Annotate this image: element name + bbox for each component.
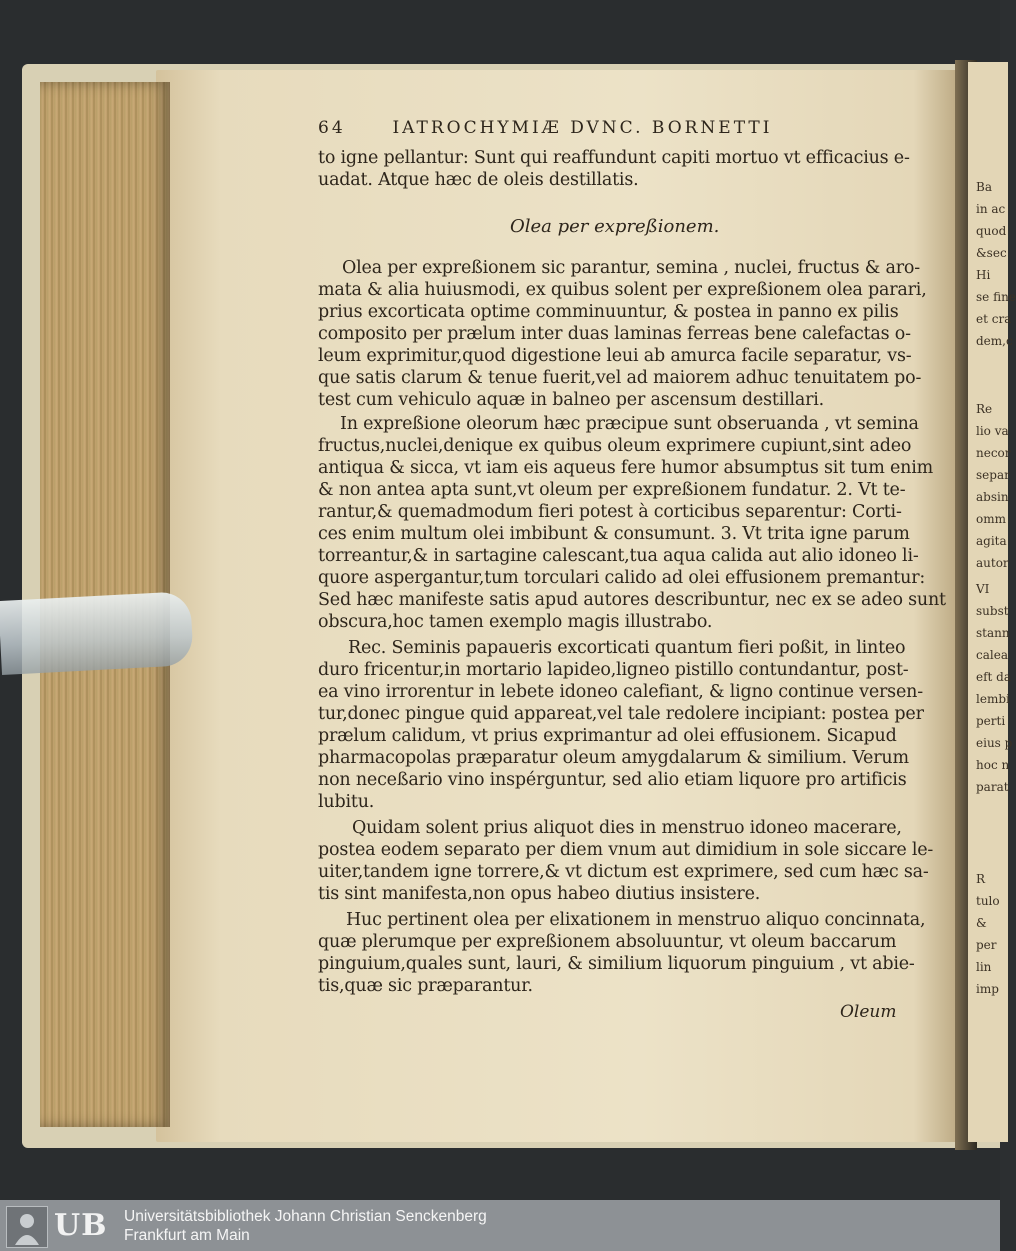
ub-logo bbox=[6, 1206, 116, 1246]
text-line: uiter,tandem igne torrere,& vt dictum est exprimere, sed cum hæc sa- bbox=[318, 862, 929, 882]
text-line: antiqua & sicca, vt iam eis aqueus fere humor absumptus sit tum enim bbox=[318, 458, 934, 478]
text-line: to igne pellantur: Sunt qui reaffundunt capiti mortuo vt efficacius e- bbox=[318, 148, 910, 168]
library-name-line2: Frankfurt am Main bbox=[124, 1227, 250, 1244]
text-line: & non antea apta sunt,vt oleum per expreßionem fundatur. 2. Vt te- bbox=[318, 480, 906, 500]
running-head bbox=[318, 118, 772, 138]
text-line: quore aspergantur,tum torculari calido ad olei effusionem premantur: bbox=[318, 568, 926, 588]
facing-page-fragment: agita bbox=[976, 534, 1007, 548]
text-line: tis,quæ sic præparantur. bbox=[318, 976, 533, 996]
facing-page-fragment: subst bbox=[976, 604, 1009, 618]
text-line: Sed hæc manifeste satis apud autores describuntur, nec ex se adeo sunt bbox=[318, 590, 946, 610]
facing-page-fragment: & bbox=[976, 916, 987, 930]
text-line: quæ plerumque per expreßionem absoluuntur, vt oleum baccarum bbox=[318, 932, 897, 952]
facing-page-fragment: lembi bbox=[976, 692, 1010, 706]
text-line: composito per prælum inter duas laminas ferreas bene calefactas o- bbox=[318, 324, 911, 344]
facing-page-fragment: imp bbox=[976, 982, 999, 996]
text-line: Rec. Seminis papaueris excorticati quantum fieri poßit, in linteo bbox=[348, 638, 906, 658]
text-line: postea eodem separato per diem vnum aut dimidium in sole siccare le- bbox=[318, 840, 934, 860]
facing-page-fragment: tulo bbox=[976, 894, 1000, 908]
facing-page-fragment: omm bbox=[976, 512, 1006, 526]
facing-page-fragment: necor bbox=[976, 446, 1011, 460]
text-line: ea vino irrorentur in lebete idoneo calefiant, & ligno continue versen- bbox=[318, 682, 923, 702]
text-line: uadat. Atque hæc de oleis destillatis. bbox=[318, 170, 639, 190]
ub-logo-letters: UB bbox=[54, 1208, 108, 1243]
facing-page-fragment: absin bbox=[976, 490, 1009, 504]
library-seal-icon bbox=[6, 1206, 48, 1248]
text-line: tis sint manifesta,non opus habeo diutius insistere. bbox=[318, 884, 761, 904]
text-line: duro fricentur,in mortario lapideo,ligneo pistillo contundantur, post- bbox=[318, 660, 909, 680]
text-line: non neceßario vino inspérguntur, sed alio etiam liquore pro artificis bbox=[318, 770, 907, 790]
facing-page-fragment: in ac bbox=[976, 202, 1006, 216]
text-line: mata & alia huiusmodi, ex quibus solent per expreßionem olea parari, bbox=[318, 280, 927, 300]
text-line: lubitu. bbox=[318, 792, 375, 812]
text-line: pinguium,quales sunt, lauri, & similium liquorum pinguium , vt abie- bbox=[318, 954, 915, 974]
library-footer bbox=[0, 1200, 1000, 1251]
facing-page-fragment: perti bbox=[976, 714, 1006, 728]
text-line: que satis clarum & tenue fuerit,vel ad maiorem adhuc tenuitatem po- bbox=[318, 368, 922, 388]
page-number: 64 bbox=[318, 118, 346, 138]
facing-page-fragment: &sec bbox=[976, 246, 1007, 260]
text-line: rantur,& quemadmodum fieri potest à corticibus separentur: Corti- bbox=[318, 502, 902, 522]
facing-page-fragment: et cra bbox=[976, 312, 1012, 326]
text-line: prælum calidum, vt prius exprimantur ad olei effusionem. Sicapud bbox=[318, 726, 897, 746]
facing-page-fragment: parat bbox=[976, 780, 1009, 794]
facing-page-fragment: R bbox=[976, 872, 986, 886]
facing-page-fragment: VI bbox=[976, 582, 990, 596]
facing-page-fragment: per bbox=[976, 938, 997, 952]
facing-page-fragment: hoc n bbox=[976, 758, 1010, 772]
text-line: fructus,nuclei,denique ex quibus oleum exprimere cupiunt,sint adeo bbox=[318, 436, 912, 456]
text-line: test cum vehiculo aquæ in balneo per ascensum destillari. bbox=[318, 390, 825, 410]
text-line: tur,donec pingue quid appareat,vel tale redolere incipiant: postea per bbox=[318, 704, 924, 724]
facing-page-fragment: dem,c bbox=[976, 334, 1013, 348]
text-line: In expreßione oleorum hæc præcipue sunt obseruanda , vt semina bbox=[340, 414, 919, 434]
facing-page-fragment: se fine bbox=[976, 290, 1016, 304]
section-subheading: Olea per expreßionem. bbox=[510, 216, 720, 237]
running-title: IATROCHYMIÆ DVNC. BORNETTI bbox=[392, 118, 773, 138]
text-line: Olea per expreßionem sic parantur, semina , nuclei, fructus & aro- bbox=[342, 258, 920, 278]
text-line: leum exprimitur,quod digestione leui ab amurca facile separatur, vs- bbox=[318, 346, 912, 366]
facing-page-fragment: quod bbox=[976, 224, 1007, 238]
library-name-line1: Universitätsbibliothek Johann Christian Senckenberg bbox=[124, 1208, 487, 1225]
facing-page-fragment: Hi bbox=[976, 268, 991, 282]
facing-page-fragment: eft da bbox=[976, 670, 1012, 684]
text-line: torreantur,& in sartagine calescant,tua aqua calida aut alio idoneo li- bbox=[318, 546, 919, 566]
facing-page-fragment: stann bbox=[976, 626, 1010, 640]
text-line: ces enim multum olei imbibunt & consumunt. 3. Vt trita igne parum bbox=[318, 524, 910, 544]
text-line: Huc pertinent olea per elixationem in menstruo aliquo concinnata, bbox=[346, 910, 926, 930]
facing-page-fragment: autor bbox=[976, 556, 1009, 570]
facing-page-fragment: eius p bbox=[976, 736, 1013, 750]
text-line: Quidam solent prius aliquot dies in menstruo idoneo macerare, bbox=[352, 818, 902, 838]
facing-page-fragment: lio va bbox=[976, 424, 1009, 438]
text-line: pharmacopolas præparatur oleum amygdalarum & similium. Verum bbox=[318, 748, 909, 768]
facing-page bbox=[968, 62, 1016, 1142]
facing-page-fragment: Ba bbox=[976, 180, 992, 194]
page-holder-bar bbox=[0, 591, 194, 675]
facing-page-fragment: Re bbox=[976, 402, 993, 416]
text-line: prius excorticata optime comminuuntur, & postea in panno ex pilis bbox=[318, 302, 899, 322]
facing-page-fragment: lin bbox=[976, 960, 992, 974]
text-line: obscura,hoc tamen exemplo magis illustrabo. bbox=[318, 612, 713, 632]
facing-page-fragment: calea bbox=[976, 648, 1008, 662]
facing-page-fragment: separ bbox=[976, 468, 1010, 482]
library-name bbox=[124, 1207, 487, 1245]
catchword: Oleum bbox=[840, 1002, 897, 1022]
